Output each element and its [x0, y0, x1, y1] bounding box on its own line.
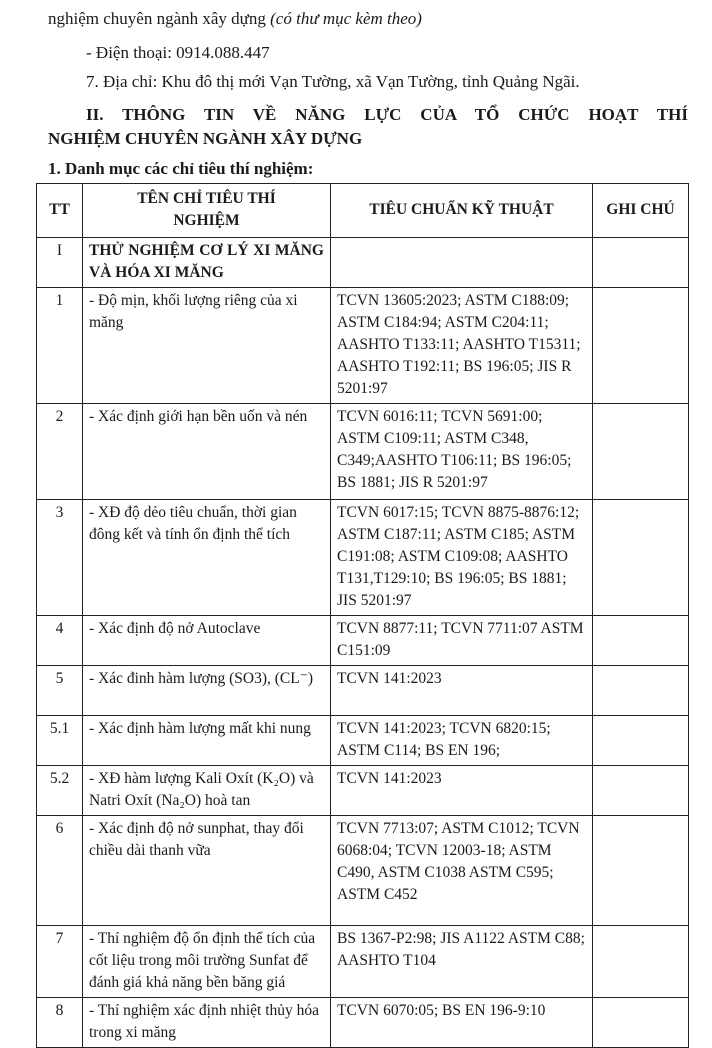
cell-tt: 7 — [37, 926, 83, 998]
cell-ghi-chu — [593, 716, 689, 766]
table-row — [37, 238, 689, 288]
cell-tieu-chuan: TCVN 13605:2023; ASTM C188:09; ASTM C184:94; ASTM C204:11; AASHTO T133:11; AASHTO T15311; AASHTO T192:11; BS 196:05; JIS R 5201:97 — [331, 288, 593, 404]
cell-tieu-chuan: TCVN 8877:11; TCVN 7711:07 ASTM C151:09 — [331, 616, 593, 666]
cell-ghi-chu — [593, 926, 689, 998]
table-row — [37, 616, 689, 666]
cell-tieu-chuan: TCVN 141:2023 — [331, 766, 593, 816]
cell-ghi-chu — [593, 500, 689, 616]
cell-ten: - Xác định độ nở Autoclave — [83, 616, 331, 666]
cell-ten: - XĐ hàm lượng Kali Oxít (K₂O) và Natri Oxít (Na₂O) hoà tan — [83, 766, 331, 816]
cell-tt: I — [37, 238, 83, 288]
cell-tt: 5.1 — [37, 716, 83, 766]
table-row — [37, 716, 689, 766]
cell-ghi-chu — [593, 666, 689, 716]
cell-ghi-chu — [593, 238, 689, 288]
cell-tieu-chuan: TCVN 6070:05; BS EN 196-9:10 — [331, 998, 593, 1048]
header-tieu-chuan: TIÊU CHUẨN KỸ THUẬT — [331, 184, 593, 238]
table-header-row — [37, 184, 689, 238]
intro-line-1 — [48, 8, 422, 30]
cell-tt: 5.2 — [37, 766, 83, 816]
cell-tieu-chuan: TCVN 6016:11; TCVN 5691:00; ASTM C109:11; ASTM C348, C349;AASHTO T106:11; BS 196:05; BS 1881; JIS R 5201:97 — [331, 404, 593, 500]
cell-ghi-chu — [593, 766, 689, 816]
section-heading — [48, 103, 688, 151]
cell-ten: THỬ NGHIỆM CƠ LÝ XI MĂNG VÀ HÓA XI MĂNG — [83, 238, 331, 288]
header-ghi-chu: GHI CHÚ — [593, 184, 689, 238]
cell-ten: - Xác đinh hàm lượng (SO3), (CL⁻) — [83, 666, 331, 716]
test-criteria-table — [36, 183, 689, 1048]
table-row — [37, 766, 689, 816]
cell-tieu-chuan: TCVN 7713:07; ASTM C1012; TCVN 6068:04; TCVN 12003-18; ASTM C490, ASTM C1038 ASTM C595; ASTM C452 — [331, 816, 593, 926]
table-row — [37, 500, 689, 616]
header-ten: TÊN CHỈ TIÊU THÍ NGHIỆM — [83, 184, 331, 238]
cell-ten: - XĐ độ dẻo tiêu chuẩn, thời gian đông kết và tính ổn định thể tích — [83, 500, 331, 616]
table-row — [37, 288, 689, 404]
table-row — [37, 404, 689, 500]
intro-text: nghiệm chuyên ngành xây dựng — [48, 9, 271, 28]
cell-tieu-chuan: TCVN 6017:15; TCVN 8875-8876:12; ASTM C187:11; ASTM C185; ASTM C191:08; ASTM C109:08; AASHTO T131,T129:10; BS 196:05; BS 1881; JIS 5201:97 — [331, 500, 593, 616]
cell-ghi-chu — [593, 616, 689, 666]
cell-tieu-chuan — [331, 238, 593, 288]
cell-tt: 2 — [37, 404, 83, 500]
cell-ten: - Thí nghiệm xác định nhiệt thủy hóa trong xi măng — [83, 998, 331, 1048]
cell-ghi-chu — [593, 404, 689, 500]
cell-tieu-chuan: TCVN 141:2023 — [331, 666, 593, 716]
cell-tt: 4 — [37, 616, 83, 666]
cell-ten: - Độ mịn, khối lượng riêng của xi măng — [83, 288, 331, 404]
header-tt: TT — [37, 184, 83, 238]
cell-ghi-chu — [593, 816, 689, 926]
table-row — [37, 666, 689, 716]
section-heading-line-2: NGHIỆM CHUYÊN NGÀNH XÂY DỰNG — [48, 129, 363, 148]
table-row — [37, 998, 689, 1048]
cell-tt: 6 — [37, 816, 83, 926]
section-heading-line-1: II. THÔNG TIN VỀ NĂNG LỰC CỦA TỔ CHỨC HOẠT THÍ — [86, 105, 688, 124]
intro-italic-note: (có thư mục kèm theo) — [270, 9, 422, 28]
cell-ghi-chu — [593, 288, 689, 404]
table-row — [37, 816, 689, 926]
cell-ten: - Thí nghiệm độ ổn định thể tích của cốt liệu trong môi trường Sunfat để đánh giá khả năng bền băng giá — [83, 926, 331, 998]
cell-ten: - Xác định hàm lượng mất khi nung — [83, 716, 331, 766]
cell-tieu-chuan: BS 1367-P2:98; JIS A1122 ASTM C88; AASHTO T104 — [331, 926, 593, 998]
cell-tt: 8 — [37, 998, 83, 1048]
table-row — [37, 926, 689, 998]
cell-ten: - Xác định độ nở sunphat, thay đổi chiều dài thanh vữa — [83, 816, 331, 926]
cell-tt: 5 — [37, 666, 83, 716]
cell-tt: 3 — [37, 500, 83, 616]
subheading: 1. Danh mục các chỉ tiêu thí nghiệm: — [48, 159, 314, 178]
cell-ten: - Xác định giới hạn bền uốn và nén — [83, 404, 331, 500]
cell-tt: 1 — [37, 288, 83, 404]
phone-line: - Điện thoại: 0914.088.447 — [86, 43, 270, 62]
cell-tieu-chuan: TCVN 141:2023; TCVN 6820:15; ASTM C114; BS EN 196; — [331, 716, 593, 766]
address-line: 7. Địa chỉ: Khu đô thị mới Vạn Tường, xã Vạn Tường, tỉnh Quảng Ngãi. — [86, 72, 580, 91]
cell-ghi-chu — [593, 998, 689, 1048]
